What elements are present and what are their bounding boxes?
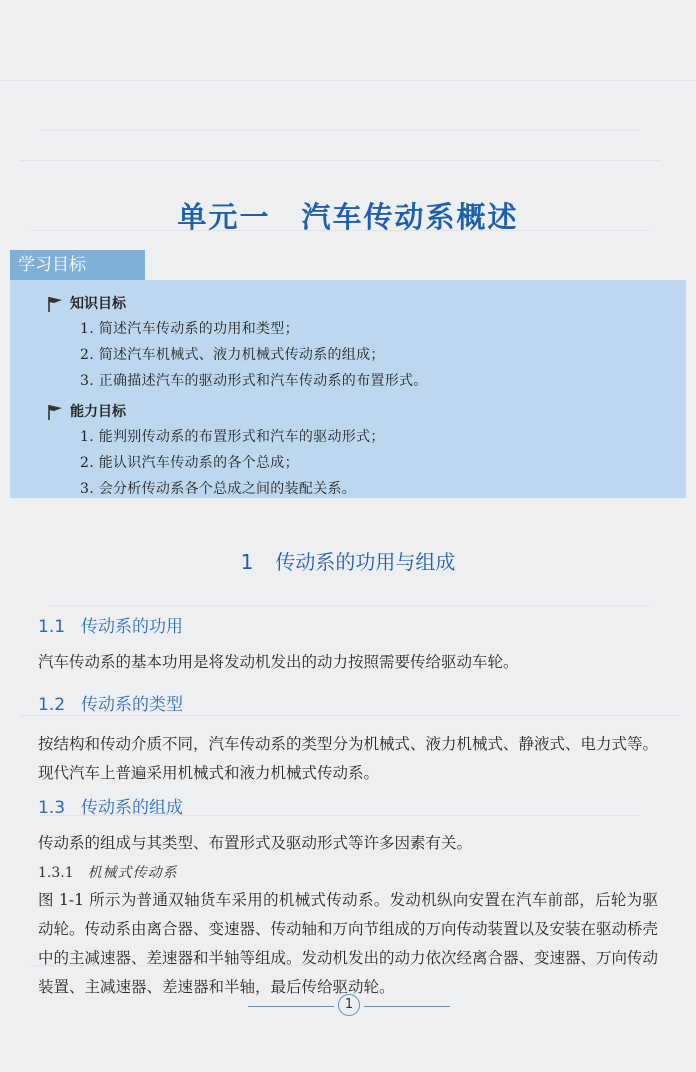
page-number: 1 [338, 994, 360, 1016]
subsubsection-title-text: 机械式传动系 [87, 865, 178, 881]
flag-icon [44, 295, 64, 313]
ability-objectives-heading [44, 400, 686, 424]
subsection-paragraph: 按结构和传动介质不同，汽车传动系的类型分为机械式、液力机械式、静液式、电力式等。现代汽车上普遍采用机械式和液力机械式传动系。 [38, 735, 659, 782]
subsubsection-title [38, 862, 178, 882]
subsection-number: 1.3 [38, 798, 66, 818]
objectives-box [10, 280, 686, 498]
knowledge-objectives [44, 292, 686, 394]
subsection-title-text: 传动系的功用 [81, 617, 184, 637]
bleed-through-line [20, 715, 680, 716]
subsubsection-number: 1.3.1 [38, 865, 74, 881]
section-number: 1 [240, 550, 254, 574]
bleed-through-line [50, 605, 650, 606]
ability-item: 2. 能认识汽车传动系的各个总成； [80, 455, 299, 471]
objectives-tab: 学习目标 [10, 250, 145, 280]
subsection-title-text: 传动系的组成 [81, 798, 184, 818]
footer-rule-left [248, 1006, 334, 1007]
knowledge-heading-text: 知识目标 [70, 296, 126, 312]
subsection-paragraph: 传动系的组成与其类型、布置形式及驱动形式等许多因素有关。 [38, 834, 473, 852]
subsection-title [38, 690, 183, 715]
subsection-title [38, 612, 183, 637]
knowledge-item: 2. 简述汽车机械式、液力机械式传动系的组成； [80, 347, 385, 363]
subsection-title [38, 793, 183, 818]
subsection-paragraph: 汽车传动系的基本功用是将发动机发出的动力按照需要传给驱动车轮。 [38, 653, 519, 671]
knowledge-objectives-heading [44, 292, 686, 316]
knowledge-item: 3. 正确描述汽车的驱动形式和汽车传动系的布置形式。 [80, 373, 428, 389]
subsection-number: 1.2 [38, 695, 66, 715]
ability-item: 3. 会分析传动系各个总成之间的装配关系。 [80, 481, 357, 497]
subsection-title-text: 传动系的类型 [81, 695, 184, 715]
body-paragraph: 图 1-1 所示为普通双轴货车采用的机械式传动系。发动机纵向安置在汽车前部，后轮为驱动轮。传动系由离合器、变速器、传动轴和万向节组成的万向传动装置以及安装在驱动桥壳中的主减速器、差速器和半轴等组成。发动机发出的动力依次经离合器、变速器、万向传动装置、主减速器、差速器和半轴，最后传给驱动轮。 [38, 891, 659, 996]
section-title-text: 传动系的功用与组成 [275, 550, 456, 574]
ability-item: 1. 能判别传动系的布置形式和汽车的驱动形式； [80, 429, 385, 445]
subsection-number: 1.1 [38, 617, 66, 637]
bleed-through-line [0, 80, 696, 81]
unit-title: 单元一 汽车传动系概述 [177, 200, 519, 234]
page-number-footer [0, 992, 696, 1020]
section-title [0, 546, 696, 575]
ability-heading-text: 能力目标 [70, 404, 126, 420]
footer-rule-right [364, 1006, 450, 1007]
flag-icon [44, 403, 64, 421]
ability-objectives [44, 400, 686, 502]
bleed-through-line [20, 160, 660, 161]
bleed-through-line [40, 130, 640, 131]
knowledge-item: 1. 简述汽车传动系的功用和类型； [80, 321, 299, 337]
